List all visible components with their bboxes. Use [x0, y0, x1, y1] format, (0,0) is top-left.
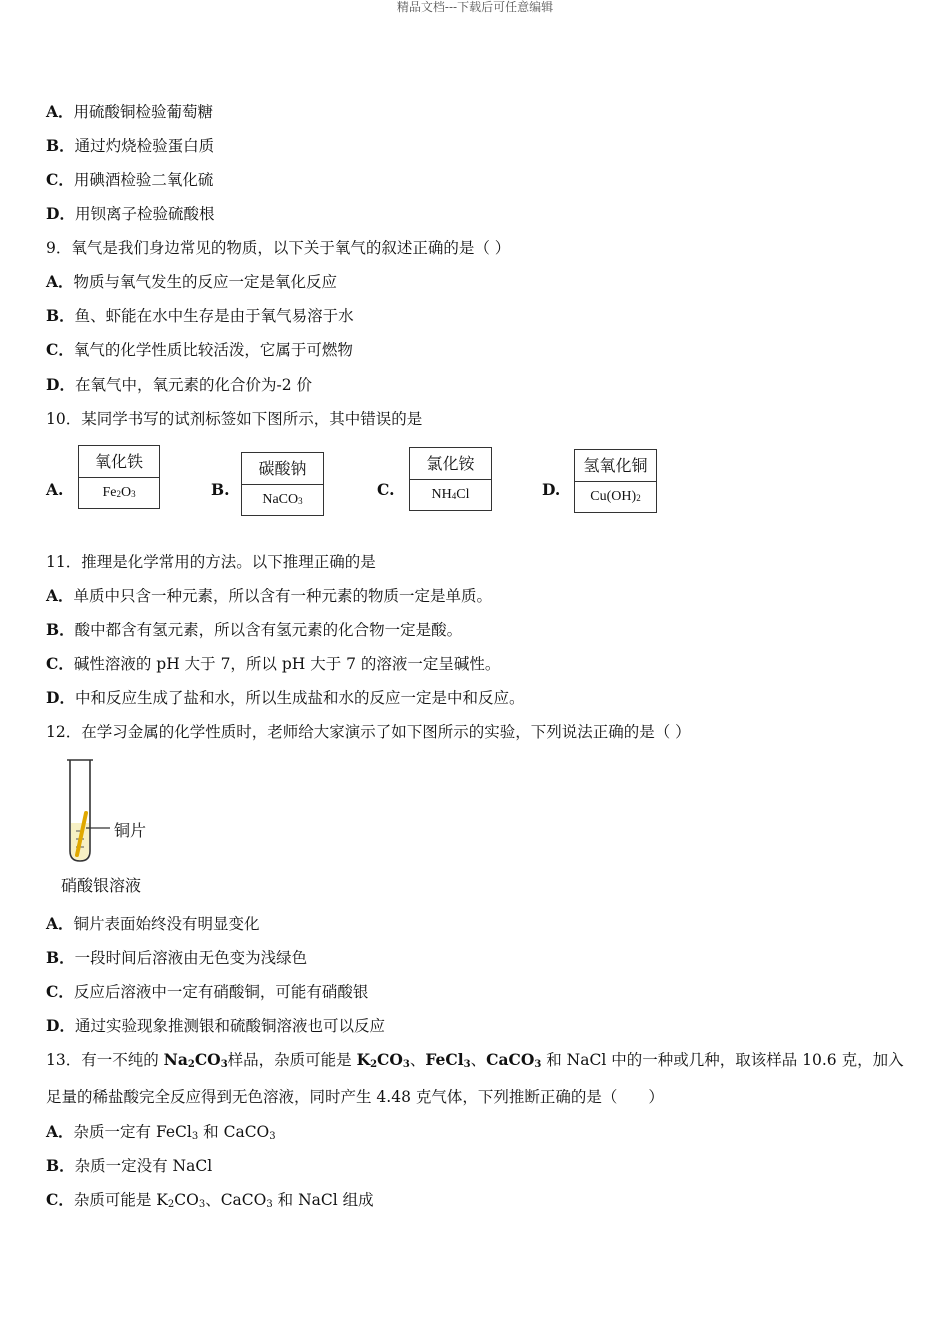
- q9-option-d: D．在氧气中，氧元素的化合价为-2 价: [46, 375, 312, 394]
- q12-stem: 12．在学习金属的化学性质时，老师给大家演示了如下图所示的实验，下列说法正确的是（ ）: [46, 723, 691, 741]
- reagent-label-c: [409, 447, 492, 511]
- page-header: 精品文档---下载后可任意编辑: [396, 0, 554, 14]
- q12-option-b: B．一段时间后溶液由无色变为浅绿色: [46, 948, 308, 967]
- reagent-name: 氢氧化铜: [575, 450, 656, 482]
- reagent-label-b: [241, 452, 324, 516]
- q12-option-a: A．铜片表面始终没有明显变化: [46, 914, 260, 933]
- reagent-name: 碳酸钠: [242, 453, 323, 485]
- q13-option-a: A．杂质一定有 FeCl$_3$ 和 CaCO$_3$: [46, 1122, 276, 1142]
- q9-option-b: B．鱼、虾能在水中生存是由于氧气易溶于水: [46, 306, 354, 325]
- q8-option-b: B．通过灼烧检验蛋白质: [46, 136, 215, 155]
- q12-option-c: C．反应后溶液中一定有硝酸铜，可能有硝酸银: [46, 982, 369, 1001]
- q11-option-a: A．单质中只含一种元素，所以含有一种元素的物质一定是单质。: [46, 586, 493, 605]
- q13-stem-line2: 足量的稀盐酸完全反应得到无色溶液，同时产生 4.48 克气体，下列推断正确的是（ ）: [46, 1088, 664, 1106]
- q13-option-c: C．杂质可能是 $K_2CO_3$、CaCO$_3$ 和 NaCl 组成: [46, 1190, 374, 1210]
- q8-option-d: D．用钡离子检验硫酸根: [46, 204, 215, 223]
- q9-stem: 9．氧气是我们身边常见的物质，以下关于氧气的叙述正确的是（ ）: [46, 239, 511, 257]
- copper-label: 铜片: [114, 821, 147, 840]
- reagent-name: 氯化铵: [410, 448, 491, 480]
- reagent-formula: $Cu(OH)_2$: [590, 489, 641, 504]
- reagent-formula: $NH_4Cl$: [431, 487, 470, 502]
- q10-stem: 10．某同学书写的试剂标签如下图所示，其中错误的是: [46, 410, 423, 428]
- reagent-label-a: [78, 445, 160, 509]
- reagent-name: 氧化铁: [79, 446, 159, 478]
- q11-option-b: B．酸中都含有氢元素，所以含有氢元素的化合物一定是酸。: [46, 620, 463, 639]
- q8-option-c: C．用碘酒检验二氧化硫: [46, 170, 214, 189]
- q13-option-b: B．杂质一定没有 NaCl: [46, 1156, 213, 1175]
- q12-option-d: D．通过实验现象推测银和硫酸铜溶液也可以反应: [46, 1016, 385, 1035]
- q11-option-d: D．中和反应生成了盐和水，所以生成盐和水的反应一定是中和反应。: [46, 688, 525, 707]
- q11-stem: 11．推理是化学常用的方法。以下推理正确的是: [46, 553, 376, 571]
- q10-label-c-letter: C.: [377, 480, 395, 499]
- q10-label-d-letter: D.: [542, 480, 561, 499]
- q10-label-a-letter: A.: [46, 480, 64, 499]
- q11-option-c: C．碱性溶液的 pH 大于 7，所以 pH 大于 7 的溶液一定呈碱性。: [46, 654, 501, 673]
- solution-label: 硝酸银溶液: [61, 876, 142, 895]
- reagent-label-d: [574, 449, 657, 513]
- reagent-formula: NaCO$_3$: [262, 492, 303, 507]
- q8-option-a: A．用硫酸铜检验葡萄糖: [46, 102, 214, 121]
- q9-option-c: C．氧气的化学性质比较活泼，它属于可燃物: [46, 340, 353, 359]
- q10-label-b-letter: B.: [211, 480, 230, 499]
- q9-option-a: A．物质与氧气发生的反应一定是氧化反应: [46, 272, 338, 291]
- q13-stem-line1: 13．有一不纯的 $Na_2CO_3$样品，杂质可能是 $K_2CO_3$、FeCl$_3$、CaCO$_3$ 和 NaCl 中的一种或几种，取该样品 10.6 克，加入: [46, 1050, 904, 1070]
- reagent-formula: $Fe_2O_3$: [102, 485, 136, 500]
